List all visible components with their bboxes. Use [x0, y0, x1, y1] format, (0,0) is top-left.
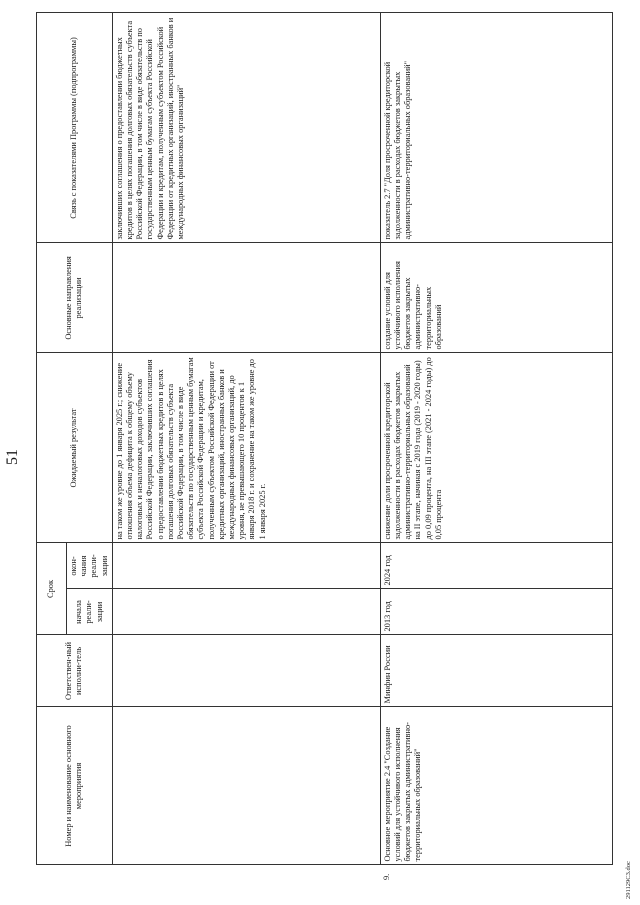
row-start [112, 589, 380, 635]
page-number: 51 [4, 449, 21, 465]
row-directions [112, 243, 380, 353]
footer-code: 291129C3.doc [625, 861, 632, 899]
row-name: Основное мероприятие 2.4 "Создание условий для устойчивого исполнения бюджетов закрытых административно-территориальных образований" [380, 707, 612, 865]
row-end: 2024 год [380, 543, 612, 589]
header-term: Срок [37, 543, 67, 635]
header-responsible: Ответствен-ный исполни-тель [37, 635, 113, 707]
row-result: на таком же уровне до 1 января 2025 г.; снижение отношения объема дефицита к общему объему налоговых и неналоговых доходов субъектов Российской Федерации, заключивших соглашения о предоставлении бюджетных кредитов в целях погашения долговых обязательств субъекта Российской Федерации, в том числе в виде обязательств по государственным ценным бумагам субъекта Российской Федерации и кредитам, полученным субъектом Российской Федерации от кредитных организаций, иностранных банков и международных финансовых организаций, до уровня, не превышающего 10 процентов к 1 января 2018 г. и сохранение на таком же уровне до 1 января 2025 г. [112, 353, 380, 543]
header-blank [37, 865, 113, 883]
row-result: снижение доли просроченной кредиторской задолженности в расходах бюджетов закрытых административно-территориальных образований на II этапе, начиная с 2019 года (2019 - 2020 годы) до 0,09 процента, на III этапе (2021 - 2024 годы) до 0,05 процента [380, 353, 612, 543]
row-number [112, 865, 380, 883]
row-end [112, 543, 380, 589]
header-term-start: начала реали-зации [67, 589, 113, 635]
header-term-end: окон-чания реали-зации [67, 543, 113, 589]
row-number: 9. [380, 865, 612, 883]
row-responsible: Минфин России [380, 635, 612, 707]
row-responsible [112, 635, 380, 707]
header-row [37, 13, 67, 883]
table-row [380, 13, 612, 883]
header-directions: Основные направления реализации [37, 243, 113, 353]
row-directions: создание условий для устойчивого исполнения бюджетов закрытых административно-территориальных образований [380, 243, 612, 353]
header-number-name: Номер и наименование основного мероприятия [37, 707, 113, 865]
header-result: Ожидаемый результат [37, 353, 113, 543]
table-row [112, 13, 380, 883]
measures-table [36, 13, 613, 884]
row-name [112, 707, 380, 865]
row-start: 2013 год [380, 589, 612, 635]
header-link: Связь с показателями Программы (подпрограммы) [37, 13, 113, 243]
row-link: заключивших соглашения о предоставлении бюджетных кредитов в целях погашения долговых обязательств субъекта Российской Федерации, в том числе в виде обязательств по государственным ценным бумагам субъекта Российской Федерации и кредитам, полученным субъектом Российской Федерации от кредитных организаций, иностранных банков и международных финансовых организаций" [112, 13, 380, 243]
row-link: показатель 2.7 "Доля просроченной кредиторской задолженности в расходах бюджетов закрытых административно-территориальных образований" [380, 13, 612, 243]
